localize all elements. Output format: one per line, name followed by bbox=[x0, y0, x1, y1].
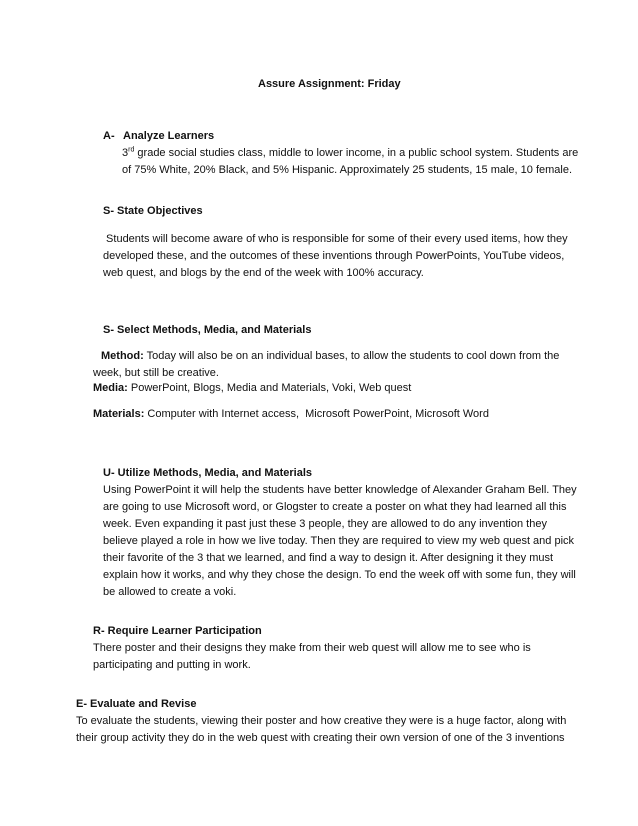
section-u-line-5: their favorite of the 3 that we learned, and find a way to design it. After designing it they must bbox=[103, 552, 554, 564]
grade-number: 3 bbox=[122, 147, 129, 159]
method-line-2: week, but still be creative. bbox=[93, 367, 219, 379]
section-u-line-3: week. Even expanding it past just these 3 people, they are allowed to do any invention they bbox=[103, 518, 547, 530]
section-u-heading: U- Utilize Methods, Media, and Materials bbox=[103, 467, 313, 479]
section-r-line-1: There poster and their designs they make from their web quest will allow me to see who is bbox=[93, 642, 531, 654]
section-s1-heading: S- State Objectives bbox=[103, 205, 203, 217]
section-u-line-4: believe played a role in how we live today. Then they are required to view my web quest and pick bbox=[103, 535, 575, 547]
section-a-line-1-text: grade social studies class, middle to lower income, in a public school system. Students are bbox=[134, 147, 579, 159]
section-r-line-2: participating and putting in work. bbox=[93, 659, 251, 671]
materials-text: Computer with Internet access, Microsoft PowerPoint, Microsoft Word bbox=[144, 408, 489, 420]
media-label: Media: bbox=[93, 382, 128, 394]
section-a-line-1 bbox=[122, 145, 578, 162]
materials-label: Materials: bbox=[93, 408, 145, 420]
method-label: Method: bbox=[101, 350, 144, 362]
method-text-1: Today will also be on an individual bases, to allow the students to cool down from the bbox=[143, 350, 560, 362]
media-line bbox=[93, 380, 411, 397]
method-line-1 bbox=[101, 348, 559, 365]
section-a-letter: A- bbox=[103, 130, 115, 142]
section-e-line-1: To evaluate the students, viewing their poster and how creative they were is a huge factor, along with bbox=[76, 715, 567, 727]
section-u-line-6: explain how it works, and why they chose the design. To end the week off with some fun, they will bbox=[103, 569, 576, 581]
materials-line bbox=[93, 406, 489, 423]
section-u-line-1: Using PowerPoint it will help the students have better knowledge of Alexander Graham Bell. They bbox=[103, 484, 577, 496]
section-s1-line-2: developed these, and the outcomes of these inventions through PowerPoints, YouTube videos, bbox=[103, 250, 565, 262]
grade-suffix: rd bbox=[128, 146, 135, 154]
section-e-heading: E- Evaluate and Revise bbox=[76, 698, 197, 710]
section-u-line-2: are going to use Microsoft word, or Glogster to create a poster on what they had learned all this bbox=[103, 501, 567, 513]
section-a-heading: Analyze Learners bbox=[123, 130, 215, 142]
section-s1-line-1: Students will become aware of who is responsible for some of their every used items, how they bbox=[103, 233, 568, 245]
section-a-line-2: of 75% White, 20% Black, and 5% Hispanic. Approximately 25 students, 15 male, 10 female. bbox=[122, 164, 573, 176]
section-s2-heading: S- Select Methods, Media, and Materials bbox=[103, 324, 312, 336]
section-e-line-2: their group activity they do in the web quest with creating their own version of one of the 3 inventions bbox=[76, 732, 565, 744]
section-r-heading: R- Require Learner Participation bbox=[93, 625, 262, 637]
media-text: PowerPoint, Blogs, Media and Materials, Voki, Web quest bbox=[127, 382, 412, 394]
section-u-line-7: be allowed to create a voki. bbox=[103, 586, 237, 598]
document-title: Assure Assignment: Friday bbox=[258, 78, 401, 90]
section-s1-line-3: web quest, and blogs by the end of the week with 100% accuracy. bbox=[103, 267, 424, 279]
